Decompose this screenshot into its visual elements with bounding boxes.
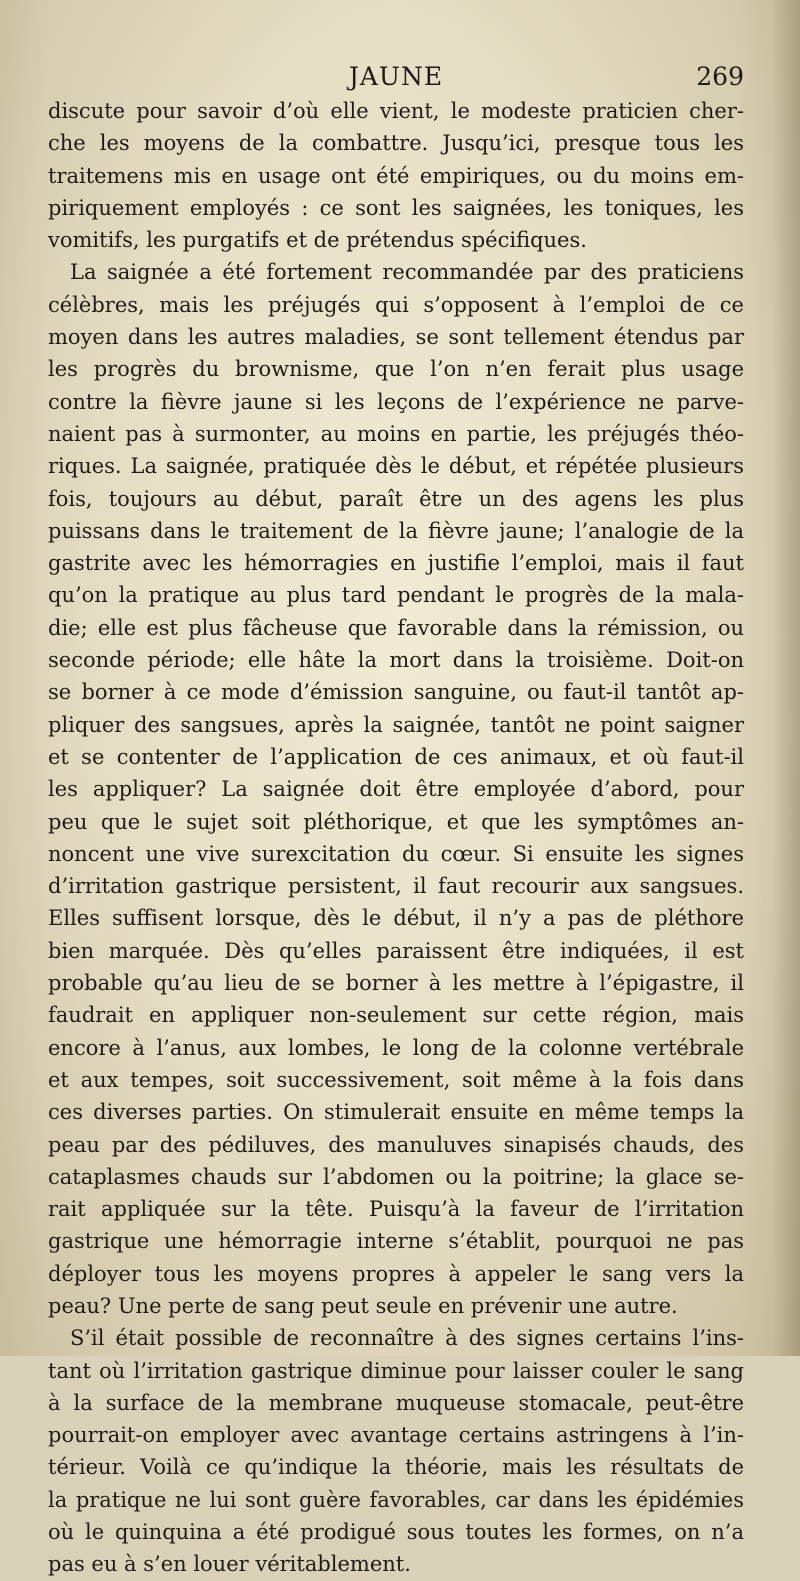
text-line: peu que le sujet soit pléthorique, et que les symptômes an- (48, 809, 744, 834)
text-line: discute pour savoir d’où elle vient, le modeste praticien cher- (48, 99, 744, 123)
text-line: moyen dans les autres maladies, se sont tellement étendus par (48, 325, 744, 350)
running-head-title: JAUNE (348, 62, 444, 91)
text-line: seconde période; elle hâte la mort dans la troisième. Doit-on (48, 648, 744, 673)
text-line: che les moyens de la combattre. Jusqu’ici, presque tous les (48, 131, 744, 156)
text-line: qu’on la pratique au plus tard pendant le progrès de la mala- (48, 583, 744, 608)
text-line: vomitifs, les purgatifs et de prétendus spécifiques. (48, 228, 587, 253)
text-line: pas eu à s’en louer véritablement. (48, 1552, 411, 1577)
text-line: contre la fièvre jaune si les leçons de l’expérience ne parve- (48, 389, 744, 414)
text-line: tant où l’irritation gastrique diminue pour laisser couler le sang (48, 1358, 744, 1383)
body-text (48, 95, 744, 1581)
text-line: et se contenter de l’application de ces animaux, et où faut-il (48, 744, 744, 769)
text-line: peau? Une perte de sang peut seule en prévenir une autre. (48, 1293, 678, 1318)
text-line: à la surface de la membrane muqueuse stomacale, peut-être (48, 1390, 744, 1415)
text-line: puissans dans le traitement de la fièvre jaune; l’analogie de la (48, 518, 744, 543)
text-line: die; elle est plus fâcheuse que favorable dans la rémission, ou (48, 615, 744, 640)
page-number: 269 (696, 62, 744, 91)
text-line: d’irritation gastrique persistent, il faut recourir aux sangsues. (48, 874, 744, 899)
text-line: naient pas à surmonter, au moins en partie, les préjugés théo- (48, 421, 744, 446)
text-line: cataplasmes chauds sur l’abdomen ou la poitrine; la glace se- (48, 1164, 744, 1189)
text-line: pourrait-on employer avec avantage certains astringens à l’in- (48, 1423, 744, 1448)
paragraph-start-line: La saignée a été fortement recommandée par des praticiens (70, 260, 744, 285)
text-line: déployer tous les moyens propres à appeler le sang vers la (48, 1261, 744, 1286)
text-line: la pratique ne lui sont guère favorables, car dans les épidémies (48, 1487, 744, 1512)
text-line: encore à l’anus, aux lombes, le long de la colonne vertébrale (48, 1035, 744, 1060)
text-line: pliquer des sangsues, après la saignée, tantôt ne point saigner (48, 712, 744, 737)
text-line: où le quinquina a été prodigué sous toutes les formes, on n’a (48, 1520, 744, 1545)
text-line: bien marquée. Dès qu’elles paraissent être indiquées, il est (48, 938, 744, 963)
text-line: probable qu’au lieu de se borner à les mettre à l’épigastre, il (48, 971, 744, 996)
text-line: ces diverses parties. On stimulerait ensuite en même temps la (48, 1100, 744, 1125)
text-line: peau par des pédiluves, des manuluves sinapisés chauds, des (48, 1132, 744, 1157)
text-line: traitemens mis en usage ont été empiriques, ou du moins em- (48, 163, 744, 188)
text-line: piriquement employés : ce sont les saignées, les toniques, les (48, 195, 744, 220)
text-line: et aux tempes, soit successivement, soit même à la fois dans (48, 1067, 744, 1092)
text-line: gastrique une hémorragie interne s’établit, pourquoi ne pas (48, 1229, 744, 1254)
text-line: fois, toujours au début, paraît être un des agens les plus (48, 486, 744, 511)
text-line: gastrite avec les hémorragies en justifie l’emploi, mais il faut (48, 551, 744, 576)
text-line: Elles suffisent lorsque, dès le début, il n’y a pas de pléthore (48, 906, 744, 931)
text-line: riques. La saignée, pratiquée dès le début, et répétée plusieurs (48, 454, 744, 479)
text-line: térieur. Voilà ce qu’indique la théorie, mais les résultats de (48, 1455, 744, 1480)
running-head (48, 62, 744, 96)
text-line: célèbres, mais les préjugés qui s’opposent à l’emploi de ce (48, 292, 744, 317)
text-line: les progrès du brownisme, que l’on n’en ferait plus usage (48, 357, 744, 382)
text-line: noncent une vive surexcitation du cœur. Si ensuite les signes (48, 841, 744, 866)
text-line: se borner à ce mode d’émission sanguine, ou faut-il tantôt ap- (48, 680, 744, 705)
text-line: faudrait en appliquer non-seulement sur cette région, mais (48, 1003, 744, 1028)
text-line: les appliquer? La saignée doit être employée d’abord, pour (48, 777, 744, 802)
paragraph-start-line: S’il était possible de reconnaître à des signes certains l’ins- (70, 1326, 744, 1351)
text-line: rait appliquée sur la tête. Puisqu’à la faveur de l’irritation (48, 1197, 744, 1222)
